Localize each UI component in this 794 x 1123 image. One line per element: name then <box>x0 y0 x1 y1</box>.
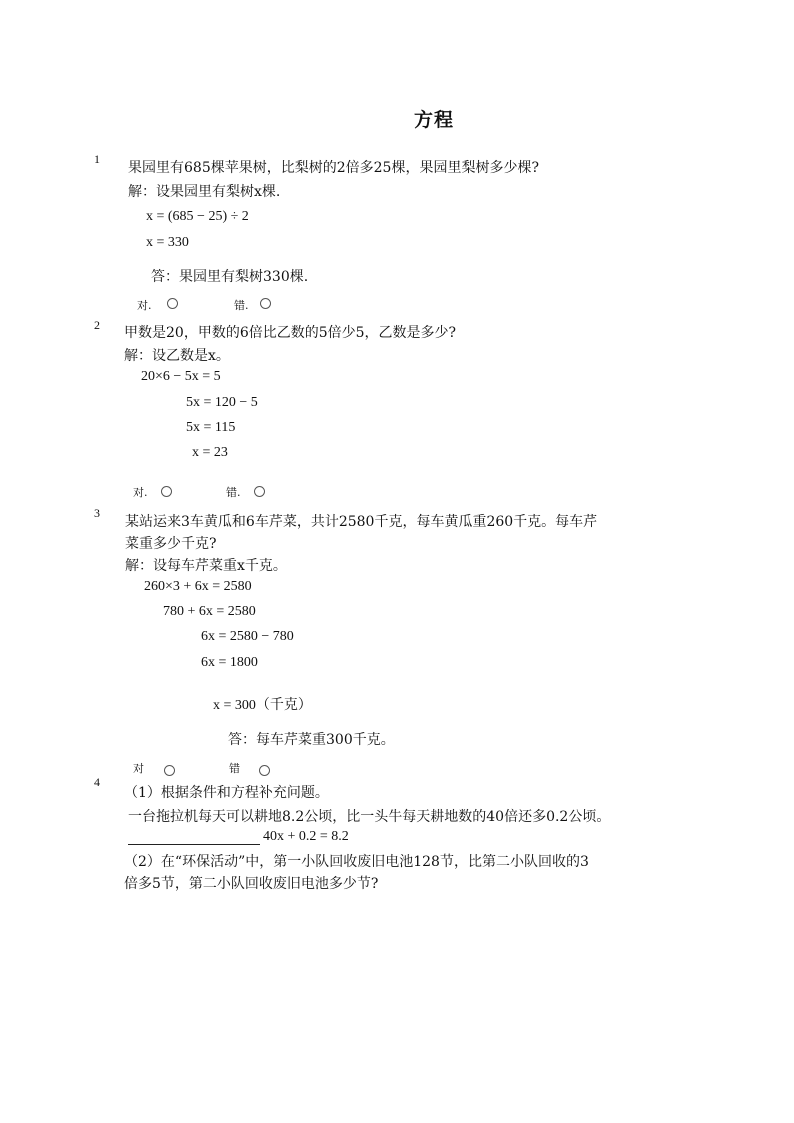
question-number-1: 1 <box>94 152 100 166</box>
question-number-4: 4 <box>94 775 100 789</box>
q2-text: 甲数是20，甲数的6倍比乙数的5倍少5，乙数是多少? <box>124 325 457 341</box>
q2-right-radio[interactable] <box>161 486 172 497</box>
q1-equation-1: x = (685 − 25) ÷ 2 <box>146 209 249 224</box>
q3-answer: 答：每车芹菜重300千克。 <box>228 732 395 748</box>
q3-equation-1: 260×3 + 6x = 2580 <box>144 579 252 594</box>
q1-text: 果园里有685棵苹果树，比梨树的2倍多25棵，果园里梨树多少棵? <box>128 160 539 176</box>
q1-right-radio[interactable] <box>167 298 178 309</box>
q3-equation-3: 6x = 2580 − 780 <box>201 629 294 644</box>
q3-wrong-radio[interactable] <box>259 765 270 776</box>
q3-right-label: 对 <box>133 762 144 775</box>
q1-equation-2: x = 330 <box>146 235 189 250</box>
q2-equation-3: 5x = 115 <box>186 420 236 435</box>
q2-equation-2: 5x = 120 − 5 <box>186 395 258 410</box>
q3-equation-5: x = 300（千克） <box>213 698 312 713</box>
q4-part1-text: 一台拖拉机每天可以耕地8.2公顷，比一头牛每天耕地数的40倍还多0.2公顷。 <box>128 809 611 825</box>
q3-wrong-label: 错 <box>229 762 240 775</box>
question-number-3: 3 <box>94 506 100 520</box>
q2-wrong-radio[interactable] <box>254 486 265 497</box>
q3-wrong-radio-wrap[interactable] <box>259 760 271 768</box>
q2-solution-intro: 解：设乙数是x。 <box>124 348 230 364</box>
q1-wrong-label: 错. <box>234 299 249 312</box>
q4-answer-blank[interactable] <box>128 832 260 845</box>
q1-right-label: 对. <box>137 299 152 312</box>
q1-answer: 答：果园里有梨树330棵. <box>151 269 309 285</box>
q4-part2-line-1: （2）在“环保活动”中，第一小队回收废旧电池128节，比第二小队回收的3 <box>124 854 589 870</box>
q3-equation-4: 6x = 1800 <box>201 655 258 670</box>
q3-text-line-2: 菜重多少千克? <box>125 536 217 552</box>
question-number-2: 2 <box>94 318 100 332</box>
q3-right-radio[interactable] <box>164 765 175 776</box>
q4-part2-line-2: 倍多5节，第二小队回收废旧电池多少节? <box>124 876 379 892</box>
q4-part1-title: （1）根据条件和方程补充问题。 <box>124 785 329 801</box>
page-title: 方程 <box>414 109 455 131</box>
q2-equation-1: 20×6 − 5x = 5 <box>141 369 221 384</box>
q4-part1-equation: 40x + 0.2 = 8.2 <box>263 829 349 844</box>
q3-equation-2: 780 + 6x = 2580 <box>163 604 256 619</box>
q2-right-label: 对. <box>133 486 148 499</box>
q2-equation-4: x = 23 <box>192 445 228 460</box>
q3-text-line-1: 某站运来3车黄瓜和6车芹菜，共计2580千克，每车黄瓜重260千克。每车芹 <box>125 514 598 530</box>
q2-wrong-label: 错. <box>226 486 241 499</box>
q3-right-radio-wrap[interactable] <box>164 760 176 768</box>
q1-wrong-radio[interactable] <box>260 298 271 309</box>
q3-solution-intro: 解：设每车芹菜重x千克。 <box>125 558 287 574</box>
q1-solution-intro: 解：设果园里有梨树x棵. <box>128 184 281 200</box>
